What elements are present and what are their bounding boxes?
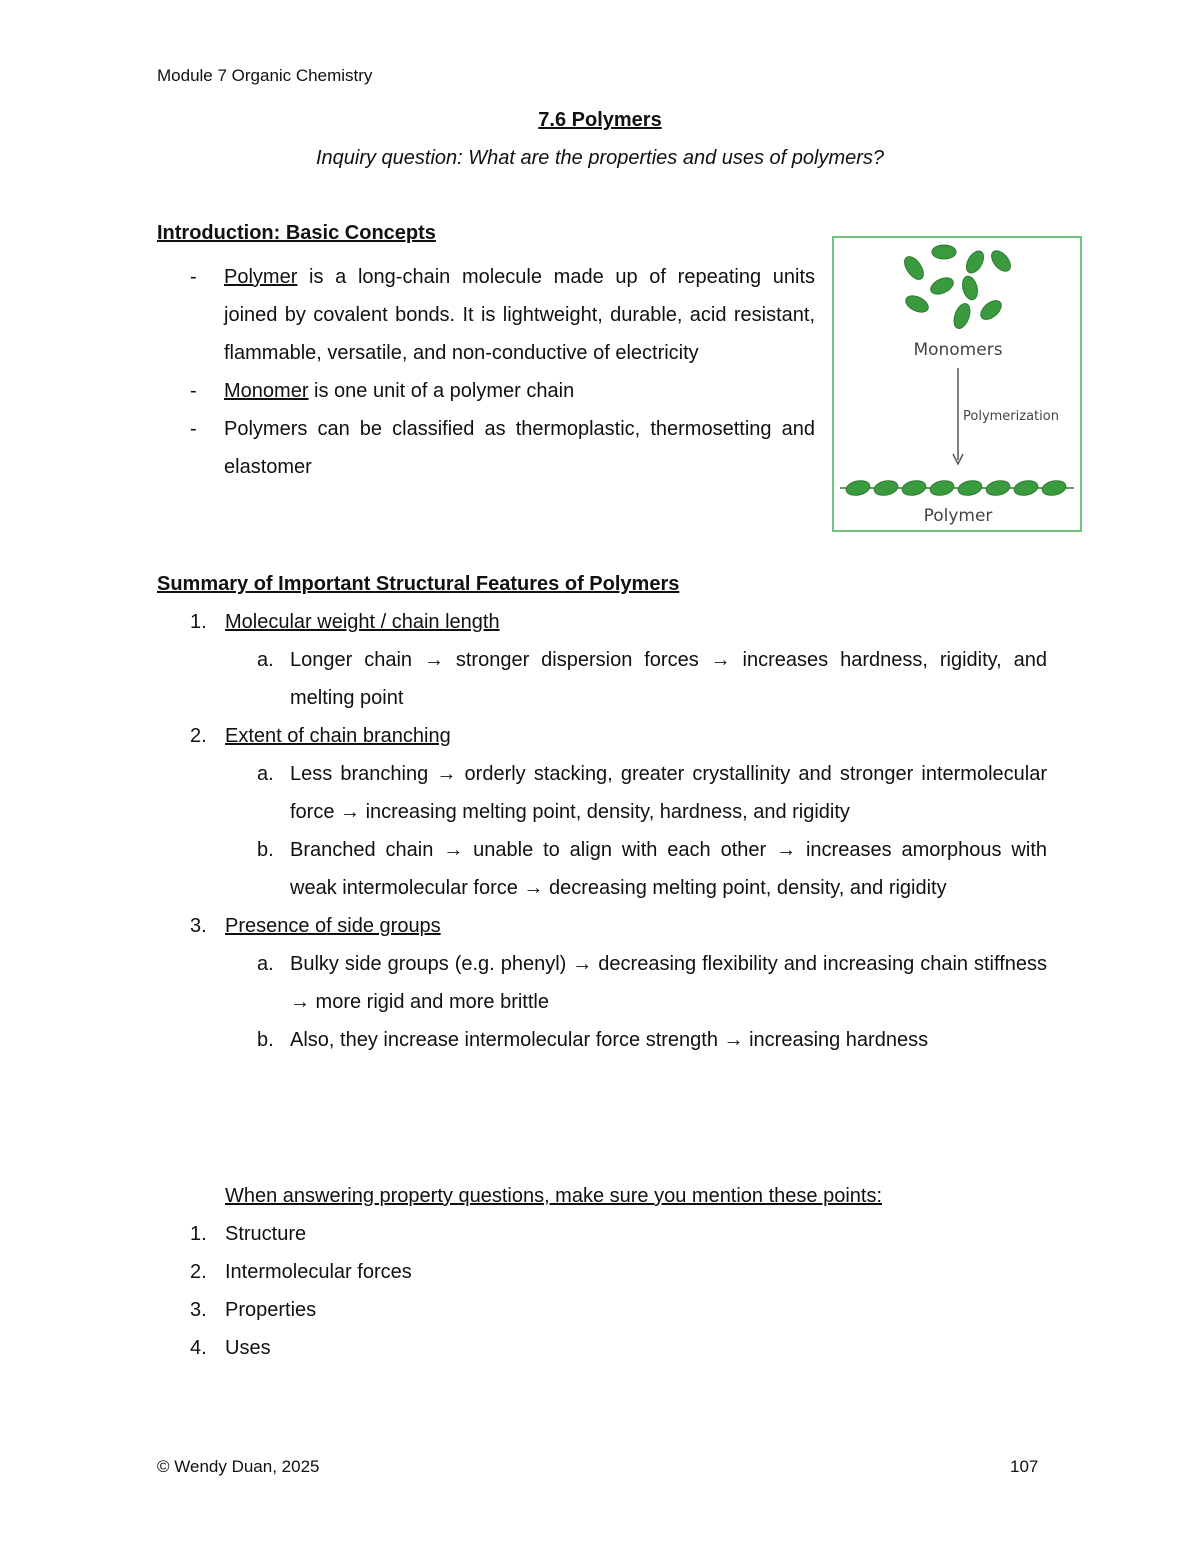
list-item: b. Branched chain → unable to align with each other → increases amorphous with weak intermolecular force → decreasing melting point, density, and rigidity — [257, 839, 1047, 899]
footer-copyright: © Wendy Duan, 2025 — [157, 1457, 320, 1476]
list-item: b. Also, they increase intermolecular force strength → increasing hardness — [257, 1029, 929, 1051]
list-item: 1. Molecular weight / chain length — [190, 611, 500, 633]
polymer-bead — [845, 479, 871, 498]
list-item: - Polymers can be classified as thermoplastic, thermosetting and elastomer — [190, 418, 815, 478]
polymer-bead — [873, 479, 899, 498]
monomer-bead — [988, 247, 1014, 274]
list-item: a. Longer chain → stronger dispersion forces → increases hardness, rigidity, and melting point — [257, 649, 1047, 709]
list-item: 1. Structure — [190, 1223, 307, 1245]
label-polymerization: Polymerization — [963, 409, 1059, 424]
polymer-bead — [985, 479, 1011, 498]
list-item: a. Bulky side groups (e.g. phenyl) → decreasing flexibility and increasing chain stiffness → more rigid and more brittle — [257, 953, 1047, 1013]
term-monomer: Monomer — [224, 380, 309, 402]
polymer-bead — [1013, 479, 1039, 498]
page-number: 107 — [1010, 1457, 1039, 1476]
polymer-bead — [929, 479, 955, 498]
inquiry-question: Inquiry question: What are the properties and uses of polymers? — [315, 147, 885, 169]
polymer-bead — [901, 479, 927, 498]
summary-section — [157, 565, 1047, 1059]
answer-note: When answering property questions, make sure you mention these points: — [225, 1185, 883, 1207]
label-polymer: Polymer — [923, 506, 993, 526]
polymerization-figure — [832, 236, 1082, 532]
list-item: 2. Extent of chain branching — [190, 725, 451, 747]
list-item: - Polymer is a long-chain molecule made up of repeating units joined by covalent bonds. It is lightweight, durable, acid resistant, flammable, versatile, and non-conductive of electricity — [190, 266, 815, 364]
answer-section — [157, 1177, 1047, 1367]
page-title: 7.6 Polymers — [538, 109, 662, 131]
monomer-bead — [928, 275, 956, 298]
list-item: 3. Presence of side groups — [190, 915, 441, 937]
monomer-bead — [932, 245, 956, 259]
list-item: 3. Properties — [190, 1299, 317, 1321]
monomer-bead — [951, 301, 973, 330]
list-item: a. Less branching → orderly stacking, greater crystallinity and stronger intermolecular force → increasing melting point, density, hardness, and rigidity — [257, 763, 1047, 823]
intro-heading: Introduction: Basic Concepts — [157, 222, 436, 244]
monomer-bead — [977, 297, 1004, 323]
monomer-bead — [903, 293, 931, 316]
polymer-bead — [957, 479, 983, 498]
monomer-bead — [963, 248, 987, 276]
list-item: 2. Intermolecular forces — [190, 1261, 412, 1283]
page-header: Module 7 Organic Chemistry — [157, 66, 373, 85]
summary-heading: Summary of Important Structural Features of Polymers — [157, 573, 680, 595]
list-item: 4. Uses — [190, 1337, 271, 1359]
monomer-bead — [960, 275, 980, 302]
polymer-bead — [1041, 479, 1067, 498]
intro-list — [190, 258, 815, 486]
term-polymer: Polymer — [224, 266, 298, 288]
label-monomers: Monomers — [913, 340, 1003, 360]
polymerization-diagram — [834, 238, 1080, 530]
list-item: - Monomer is one unit of a polymer chain — [190, 380, 575, 402]
monomer-bead — [901, 253, 927, 282]
